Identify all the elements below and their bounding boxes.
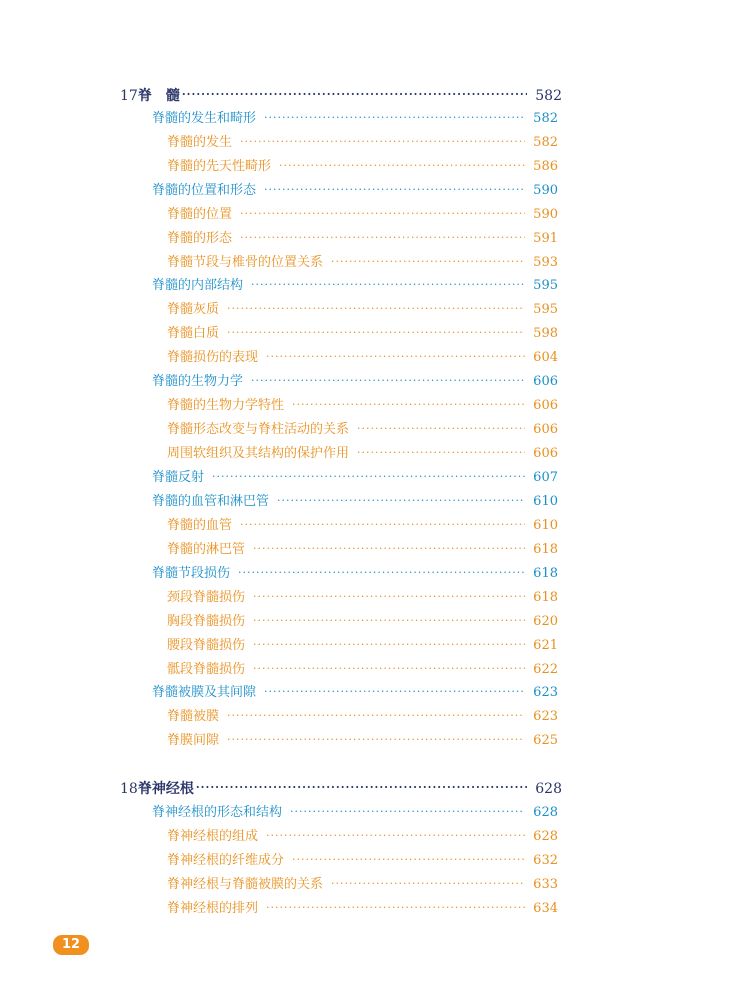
page-ref: 632 <box>533 853 558 868</box>
dot-leader <box>292 394 525 418</box>
page-ref: 618 <box>533 566 558 581</box>
entry-title: 脊髓灰质 <box>167 302 220 317</box>
toc-entry[interactable] <box>167 705 558 729</box>
dot-leader <box>253 658 525 682</box>
chapter-title: 脊神经根 <box>137 781 194 797</box>
dot-leader <box>253 538 525 562</box>
dot-leader <box>266 346 525 370</box>
toc-entry[interactable] <box>152 490 558 514</box>
page-ref: 595 <box>533 302 558 317</box>
dot-leader <box>227 298 525 322</box>
toc-entry[interactable] <box>167 203 558 227</box>
entry-title: 腰段脊髓损伤 <box>167 638 246 653</box>
entry-title: 脊髓节段损伤 <box>152 566 231 581</box>
dot-leader <box>264 107 525 131</box>
entry-title: 脊髓的形态 <box>167 231 233 246</box>
dot-leader <box>253 586 525 610</box>
entry-title: 脊神经根的组成 <box>167 829 259 844</box>
toc-entry[interactable] <box>152 681 558 705</box>
page-ref: 618 <box>533 542 558 557</box>
toc-entry[interactable] <box>167 298 558 322</box>
page-ref: 622 <box>533 662 558 677</box>
toc-entry[interactable] <box>152 274 558 298</box>
dot-leader <box>182 84 527 108</box>
entry-title: 脊神经根与脊髓被膜的关系 <box>167 877 324 892</box>
page-ref: 590 <box>533 183 558 198</box>
toc-entry[interactable] <box>167 538 558 562</box>
toc-entry[interactable] <box>167 873 558 897</box>
entry-title: 脊髓的位置和形态 <box>152 183 257 198</box>
entry-title: 脊髓损伤的表现 <box>167 350 259 365</box>
dot-leader <box>227 729 525 753</box>
page-ref: 628 <box>535 781 562 797</box>
toc-entry[interactable] <box>152 801 558 825</box>
entry-title: 骶段脊髓损伤 <box>167 662 246 677</box>
entry-title: 脊髓的发生和畸形 <box>152 111 257 126</box>
dot-leader <box>251 274 525 298</box>
toc-entry[interactable] <box>167 897 558 921</box>
dot-leader <box>277 490 525 514</box>
toc-entry[interactable] <box>167 418 558 442</box>
dot-leader <box>240 514 525 538</box>
toc-chapter-18[interactable] <box>120 777 562 801</box>
entry-title: 脊髓的先天性畸形 <box>167 159 272 174</box>
toc-entry[interactable] <box>167 658 558 682</box>
entry-title: 脊髓的血管 <box>167 518 233 533</box>
entry-title: 脊髓的血管和淋巴管 <box>152 494 270 509</box>
toc-entry[interactable] <box>152 370 558 394</box>
page-number-badge: 12 <box>53 935 89 955</box>
entry-title: 脊髓反射 <box>152 470 205 485</box>
dot-leader <box>253 610 525 634</box>
dot-leader <box>238 562 525 586</box>
toc-entry[interactable] <box>167 634 558 658</box>
dot-leader <box>279 155 525 179</box>
dot-leader <box>266 897 525 921</box>
dot-leader <box>266 825 525 849</box>
toc-chapter-17[interactable] <box>120 84 562 108</box>
toc-entry[interactable] <box>167 586 558 610</box>
entry-title: 脊髓的淋巴管 <box>167 542 246 557</box>
entry-title: 脊髓的内部结构 <box>152 278 244 293</box>
entry-title: 脊髓的位置 <box>167 207 233 222</box>
entry-title: 脊髓的生物力学特性 <box>167 398 285 413</box>
dot-leader <box>331 251 525 275</box>
toc-entry[interactable] <box>167 729 558 753</box>
toc-entry[interactable] <box>152 562 558 586</box>
entry-title: 脊神经根的排列 <box>167 901 259 916</box>
dot-leader <box>240 131 525 155</box>
dot-leader <box>251 370 525 394</box>
dot-leader <box>290 801 525 825</box>
page-ref: 586 <box>533 159 558 174</box>
toc-entry[interactable] <box>167 394 558 418</box>
dot-leader <box>357 442 525 466</box>
entry-title: 颈段脊髓损伤 <box>167 590 246 605</box>
dot-leader <box>212 466 525 490</box>
page-ref: 618 <box>533 590 558 605</box>
toc-entry[interactable] <box>152 179 558 203</box>
dot-leader <box>357 418 525 442</box>
page-ref: 590 <box>533 207 558 222</box>
entry-title: 脊髓节段与椎骨的位置关系 <box>167 255 324 270</box>
toc-entry[interactable] <box>167 610 558 634</box>
entry-title: 周围软组织及其结构的保护作用 <box>167 446 350 461</box>
page-ref: 606 <box>533 422 558 437</box>
page-ref: 634 <box>533 901 558 916</box>
dot-leader <box>264 179 525 203</box>
entry-title: 脊神经根的形态和结构 <box>152 805 283 820</box>
page-ref: 582 <box>533 135 558 150</box>
page-ref: 606 <box>533 374 558 389</box>
page-ref: 591 <box>533 231 558 246</box>
page-ref: 623 <box>533 685 558 700</box>
page-ref: 623 <box>533 709 558 724</box>
dot-leader <box>331 873 525 897</box>
entry-title: 脊神经根的纤维成分 <box>167 853 285 868</box>
toc-entry[interactable] <box>167 849 558 873</box>
chapter-number: 17 <box>120 88 138 104</box>
page-ref: 610 <box>533 518 558 533</box>
page-ref: 598 <box>533 326 558 341</box>
dot-leader <box>196 777 527 801</box>
toc-entry[interactable] <box>152 107 558 131</box>
chapter-title: 脊 髓 <box>137 88 180 104</box>
toc-entry[interactable] <box>152 466 558 490</box>
page-ref: 606 <box>533 398 558 413</box>
toc-entry[interactable] <box>167 514 558 538</box>
page-ref: 606 <box>533 446 558 461</box>
page-ref: 625 <box>533 733 558 748</box>
toc-entry[interactable] <box>167 825 558 849</box>
dot-leader <box>264 681 525 705</box>
chapter-number: 18 <box>120 781 138 797</box>
entry-title: 脊髓白质 <box>167 326 220 341</box>
toc-entry[interactable] <box>167 155 558 179</box>
toc-entry[interactable] <box>167 227 558 251</box>
entry-title: 脊膜间隙 <box>167 733 220 748</box>
toc-entry[interactable] <box>167 131 558 155</box>
page-ref: 604 <box>533 350 558 365</box>
page-ref: 593 <box>533 255 558 270</box>
page-ref: 582 <box>533 111 558 126</box>
entry-title: 脊髓的发生 <box>167 135 233 150</box>
entry-title: 胸段脊髓损伤 <box>167 614 246 629</box>
dot-leader <box>227 705 525 729</box>
toc-entry[interactable] <box>167 322 558 346</box>
entry-title: 脊髓被膜 <box>167 709 220 724</box>
page-ref: 610 <box>533 494 558 509</box>
page-ref: 595 <box>533 278 558 293</box>
dot-leader <box>240 227 525 251</box>
dot-leader <box>227 322 525 346</box>
entry-title: 脊髓形态改变与脊柱活动的关系 <box>167 422 350 437</box>
page-ref: 582 <box>535 88 562 104</box>
dot-leader <box>292 849 525 873</box>
toc-entry[interactable] <box>167 442 558 466</box>
page-ref: 607 <box>533 470 558 485</box>
dot-leader <box>253 634 525 658</box>
page-ref: 628 <box>533 829 558 844</box>
page-ref: 633 <box>533 877 558 892</box>
toc-entry[interactable] <box>167 251 558 275</box>
toc-entry[interactable] <box>167 346 558 370</box>
dot-leader <box>240 203 525 227</box>
entry-title: 脊髓被膜及其间隙 <box>152 685 257 700</box>
page-ref: 628 <box>533 805 558 820</box>
entry-title: 脊髓的生物力学 <box>152 374 244 389</box>
page-ref: 620 <box>533 614 558 629</box>
page-ref: 621 <box>533 638 558 653</box>
